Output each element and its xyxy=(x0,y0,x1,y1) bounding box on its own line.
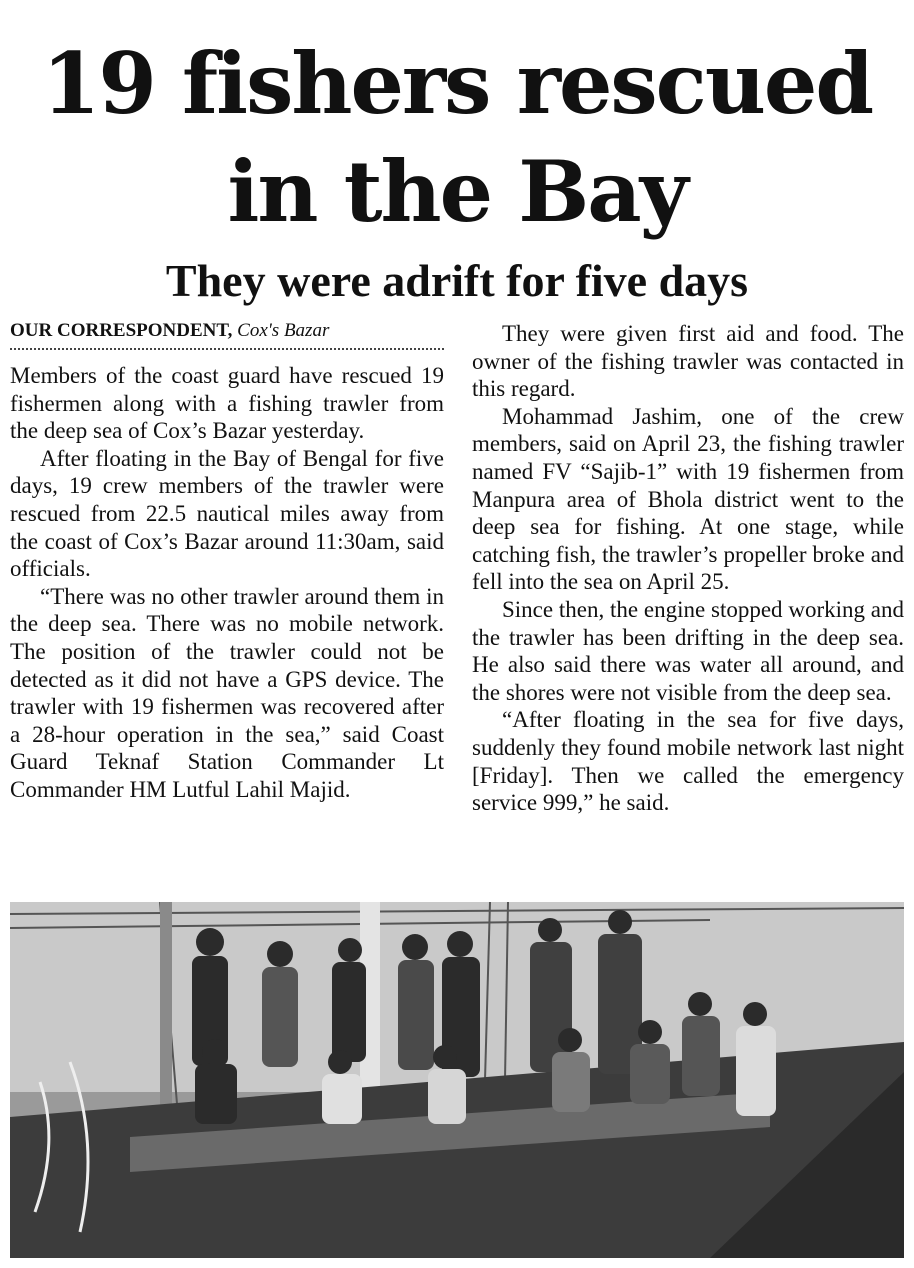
byline xyxy=(10,318,444,350)
paragraph: After floating in the Bay of Bengal for five days, 19 crew members of the trawler were rescued from 22.5 nautical miles away from the coast of Cox’s Bazar around 11:30am, said officials. xyxy=(10,445,444,582)
headline xyxy=(0,30,914,246)
headline-line-1: 19 fishers rescued xyxy=(41,34,873,133)
paragraph: They were given first aid and food. The owner of the fishing trawler was contacted in this regard. xyxy=(472,321,904,402)
news-photo xyxy=(10,902,904,1258)
subheadline: They were adrift for five days xyxy=(165,255,749,306)
headline-line-2: in the Bay xyxy=(227,142,687,241)
byline-location: Cox's Bazar xyxy=(237,320,330,341)
byline-author: OUR CORRESPONDENT, xyxy=(10,320,233,341)
paragraph: “There was no other trawler around them in the deep sea. There was no mobile network. The position of the trawler could not be detected as it did not have a GPS device. The trawler with 19 fishermen was recovered after a 28-hour operation in the sea,” said Coast Guard Teknaf Station Commander Lt Commander HM Lutful Lahil Majid. xyxy=(10,583,444,802)
paragraph: “After floating in the sea for five days, suddenly they found mobile network last night [Friday]. Then we called the emergency service 999,” he said. xyxy=(472,707,904,816)
paragraph: Members of the coast guard have rescued 19 fishermen along with a fishing trawler from the deep sea of Cox’s Bazar yesterday. xyxy=(10,363,444,444)
article-column-2 xyxy=(472,320,904,817)
paragraph: Since then, the engine stopped working and the trawler has been drifting in the deep sea. He also said there was water all around, and the shores were not visible from the deep sea. xyxy=(472,596,904,705)
paragraph: Mohammad Jashim, one of the crew members, said on April 23, the fishing trawler named FV “Sajib-1” with 19 fishermen from Manpura area of Bhola district went to the deep sea for fishing. At one stage, while catching fish, the trawler’s propeller broke and fell into the sea on April 25. xyxy=(472,403,904,595)
photo-rescued-fishermen-on-trawler xyxy=(10,902,904,1258)
article-column-1 xyxy=(10,318,444,804)
